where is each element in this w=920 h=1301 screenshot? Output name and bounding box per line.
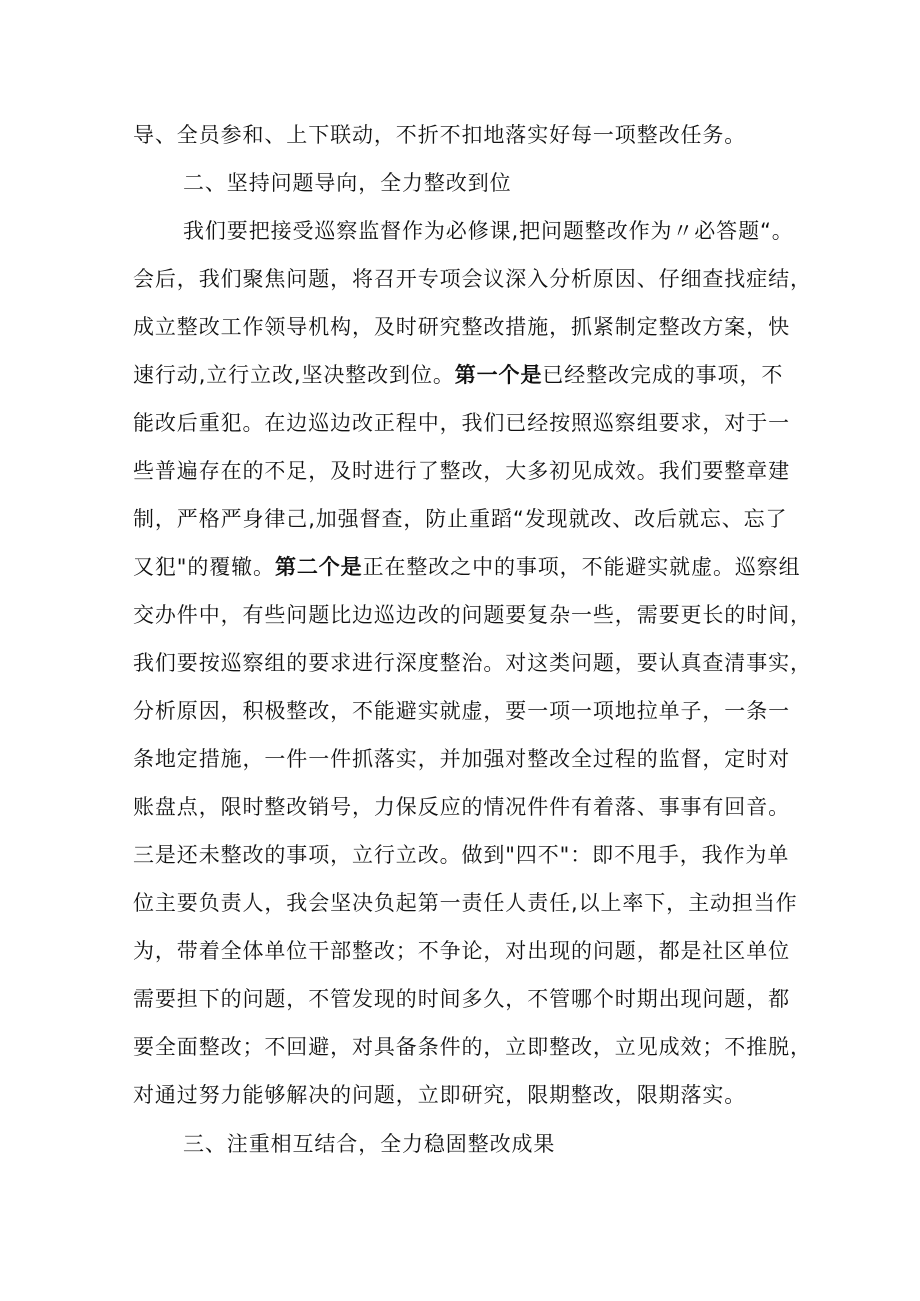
paragraph-line: 些普遍存在的不足，及时进行了整改，大多初见成效。我们要整章建 (133, 459, 790, 483)
paragraph-line: 能改后重犯。在边巡边改正程中，我们已经按照巡察组要求，对于一 (133, 411, 790, 435)
bold-phrase: 第二个是 (274, 555, 363, 579)
section-heading: 二、坚持问题导向，全力整改到位 (183, 171, 512, 195)
paragraph-line: 条地定措施，一件一件抓落实，并加强对整改全过程的监督，定时对 (133, 747, 790, 771)
section-heading: 三、注重相互结合，全力稳固整改成果 (183, 1132, 556, 1156)
paragraph-line: 分析原因，积极整改，不能避实就虚，要一项一项地拉单子，一条一 (133, 699, 790, 723)
paragraph-line: 我们要把接受巡察监督作为必修课,把问题整改作为〃必答题“。 (183, 219, 794, 243)
paragraph-line: 对通过努力能够解决的问题，立即研究，限期整改，限期落实。 (133, 1083, 747, 1107)
paragraph-line (133, 553, 801, 581)
line-text: 已经整改完成的事项，不 (542, 363, 784, 387)
paragraph-line: 成立整改工作领导机构，及时研究整改措施，抓紧制定整改方案，快 (133, 315, 790, 339)
paragraph-line: 为，带着全体单位干部整改；不争论，对出现的问题，都是社区单位 (133, 939, 790, 963)
paragraph-line: 三是还未整改的事项，立行立改。做到"四不"：即不甩手，我作为单 (133, 843, 790, 867)
paragraph-line: 我们要按巡察组的要求进行深度整治。对这类问题，要认真查清事实， (133, 651, 812, 675)
paragraph-line: 会后，我们聚焦问题，将召开专项会议深入分析原因、仔细查找症结， (133, 267, 812, 291)
paragraph-line: 位主要负责人，我会坚决负起第一责任人责任,以上率下，主动担当作 (133, 891, 798, 915)
paragraph-line: 交办件中，有些问题比边巡边改的问题要复杂一些，需要更长的时间， (133, 603, 812, 627)
line-text: 又犯"的覆辙。 (133, 555, 275, 579)
paragraph-line: 制，严格严身律己,加强督查，防止重蹈“发现就改、改后就忘、忘了 (133, 507, 788, 531)
paragraph-line (133, 361, 783, 389)
bold-phrase: 第一个是 (454, 363, 543, 387)
paragraph-line: 账盘点，限时整改销号，力保反应的情况件件有着落、事事有回音。 (133, 795, 790, 819)
line-text: 速行动,立行立改,坚决整改到位。 (133, 363, 455, 387)
line-text: 正在整改之中的事项，不能避实就虚。巡察组 (362, 555, 801, 579)
paragraph-line: 导、全员参和、上下联动，不折不扣地落实好每一项整改任务。 (133, 123, 747, 147)
paragraph-line: 需要担下的问题，不管发现的时间多久，不管哪个时期出现问题，都 (133, 987, 790, 1011)
paragraph-line: 要全面整改；不回避，对具备条件的，立即整改，立见成效；不推脱， (133, 1035, 812, 1059)
